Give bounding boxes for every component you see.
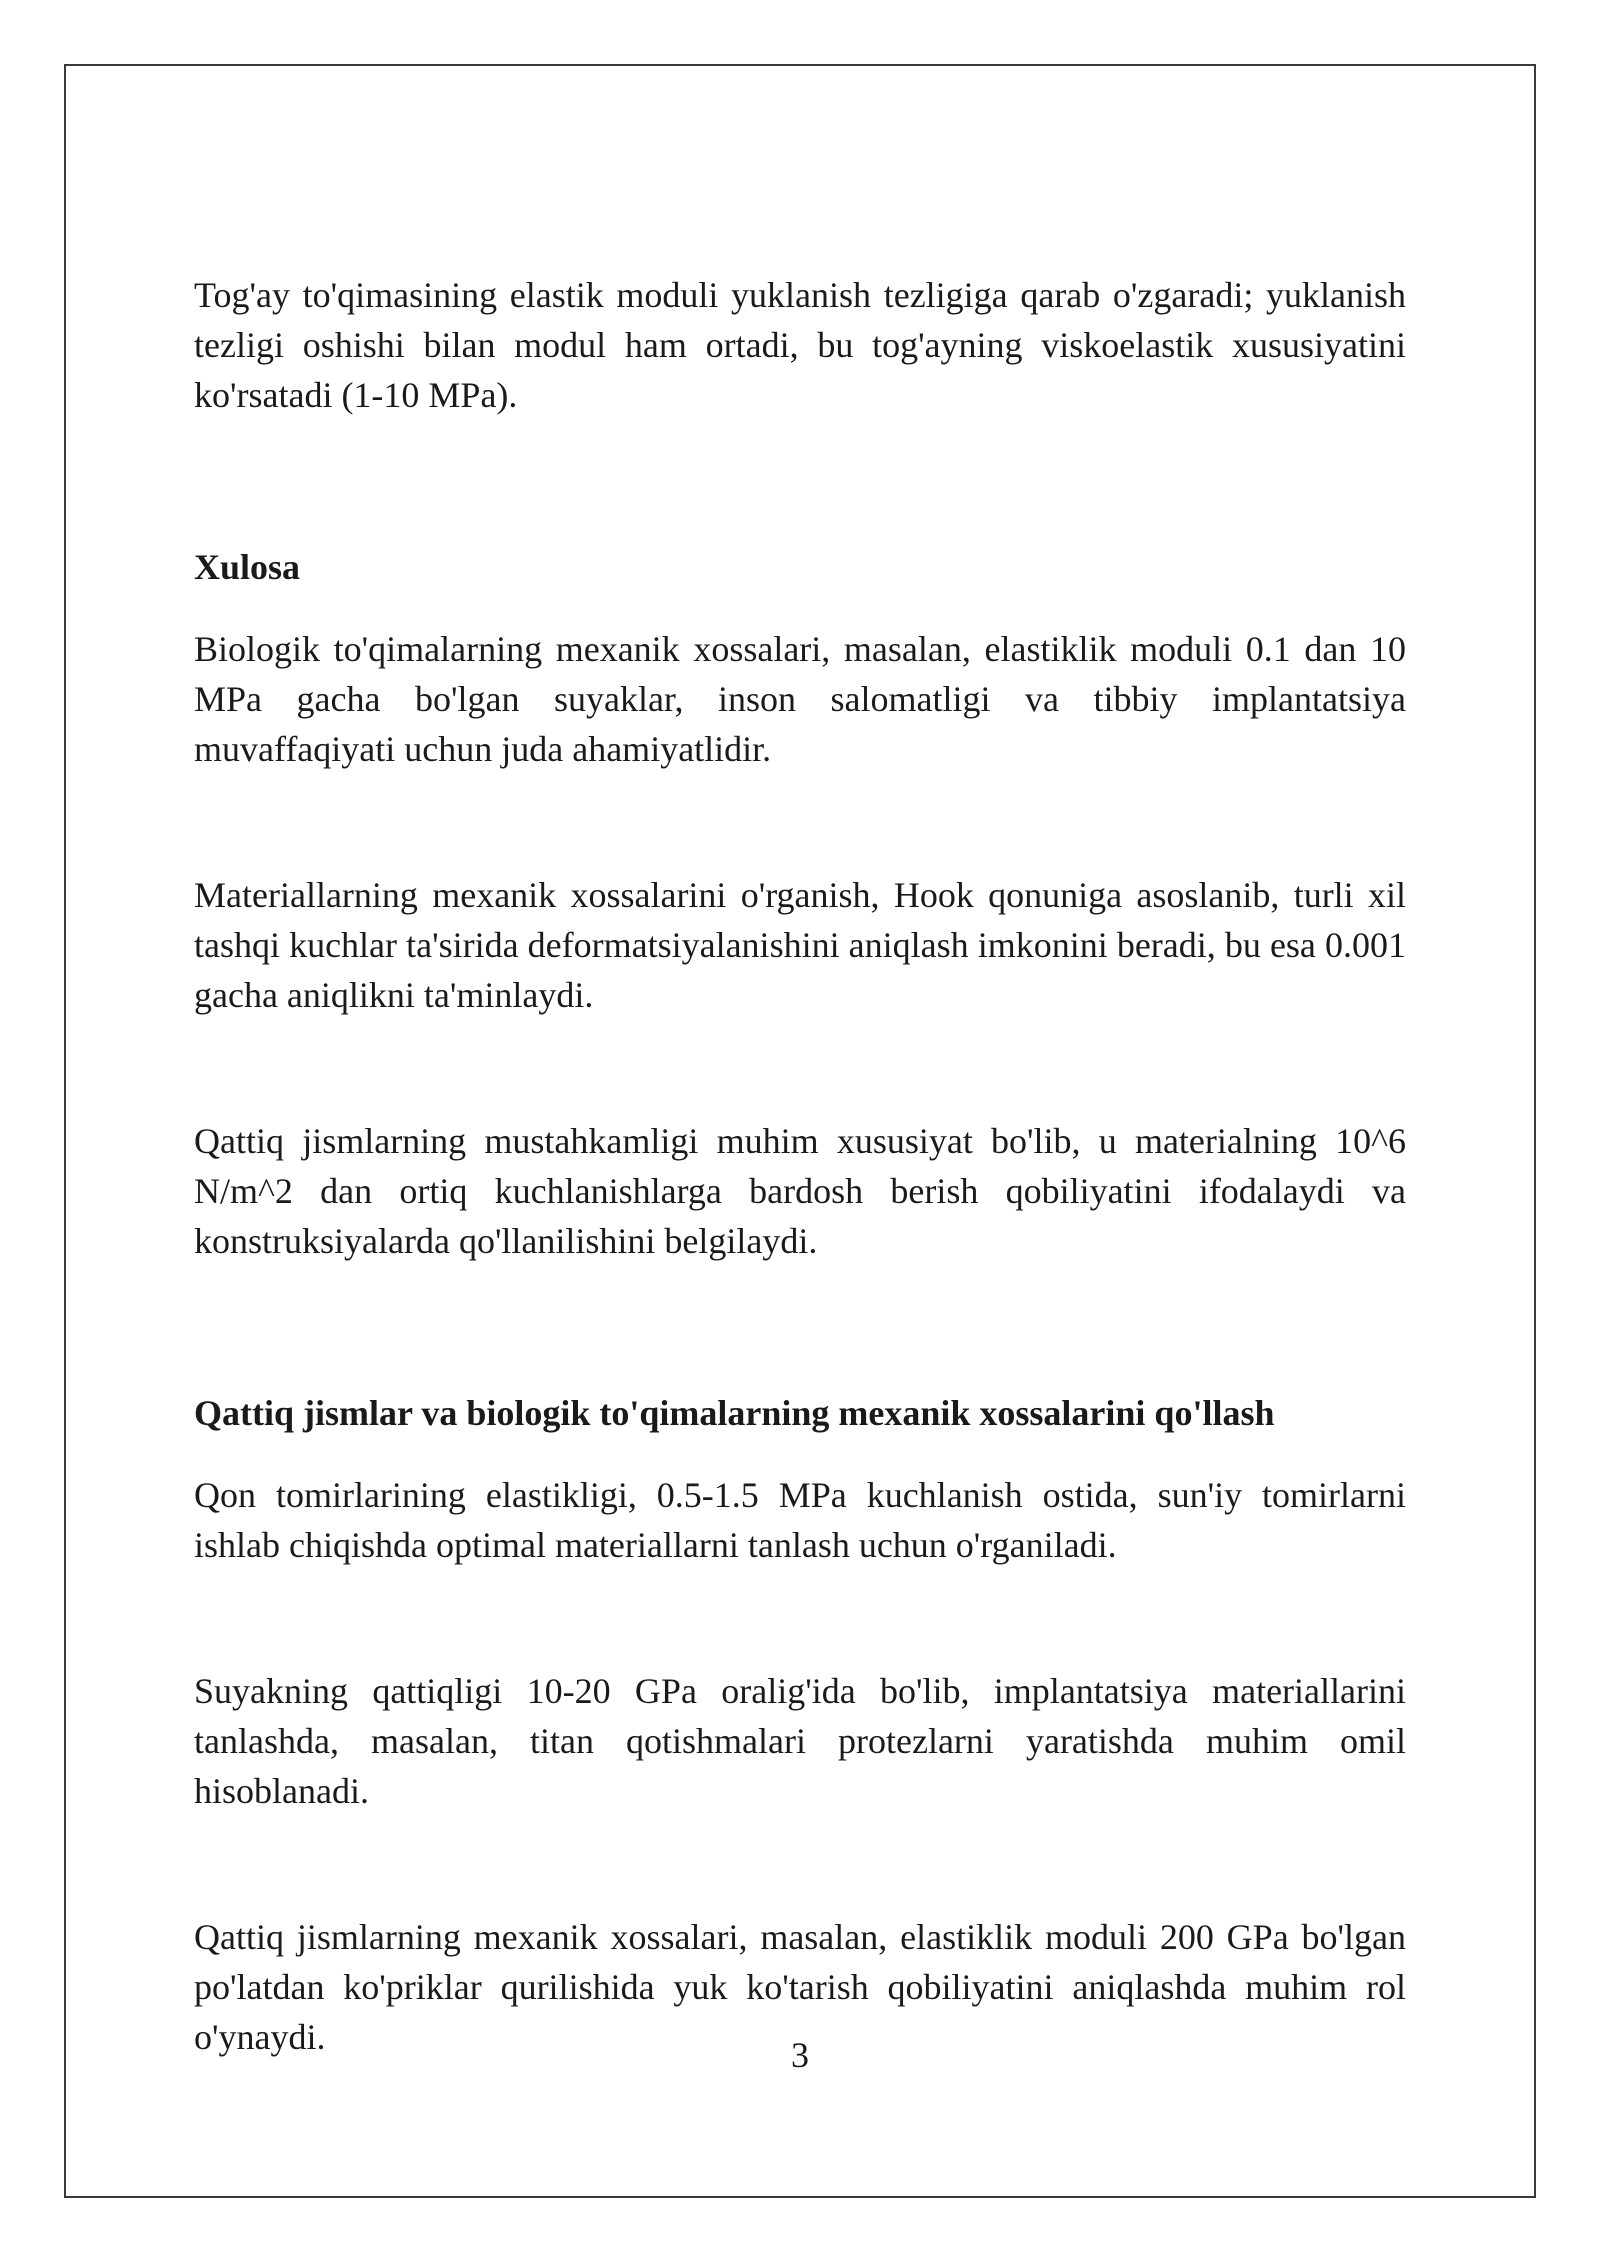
conclusion-paragraph: Qattiq jismlarning mustahkamligi muhim xususiyat bo'lib, u materialning 10^6 N/m^2 dan ortiq kuchlanishlarga bardosh berish qobiliyatini ifodalaydi va konstruksiyalarda qo'llanilishini belgilaydi.	[194, 1121, 1406, 1261]
conclusion-paragraph: Biologik to'qimalarning mexanik xossalari, masalan, elastiklik moduli 0.1 dan 10 MPa gacha bo'lgan suyaklar, inson salomatligi va tibbiy implantatsiya muvaffaqiyati uchun juda ahamiyatlidir.	[194, 629, 1406, 769]
application-paragraph: Qattiq jismlarning mexanik xossalari, masalan, elastiklik moduli 200 GPa bo'lgan po'latdan ko'priklar qurilishida yuk ko'tarish qobiliyatini aniqlashda muhim rol o'ynaydi.	[194, 1917, 1406, 2057]
application-paragraph: Suyakning qattiqligi 10-20 GPa oralig'ida bo'lib, implantatsiya materiallarini tanlashda, masalan, titan qotishmalari protezlarni yaratishda muhim omil hisoblanadi.	[194, 1671, 1406, 1811]
page-number: 3	[791, 2035, 809, 2075]
document-body	[194, 270, 1406, 2062]
intro-paragraph: Tog'ay to'qimasining elastik moduli yuklanish tezligiga qarab o'zgaradi; yuklanish tezligi oshishi bilan modul ham ortadi, bu tog'ayning viskoelastik xususiyatini ko'rsatadi (1-10 MPa).	[194, 275, 1406, 415]
section-heading-application: Qattiq jismlar va biologik to'qimalarning mexanik xossalarini qo'llash	[194, 1393, 1275, 1433]
conclusion-paragraph: Materiallarning mexanik xossalarini o'rganish, Hook qonuniga asoslanib, turli xil tashqi kuchlar ta'sirida deformatsiyalanishini aniqlash imkonini beradi, bu esa 0.001 gacha aniqlikni ta'minlaydi.	[194, 875, 1406, 1015]
application-paragraph: Qon tomirlarining elastikligi, 0.5-1.5 MPa kuchlanish ostida, sun'iy tomirlarni ishlab chiqishda optimal materiallarni tanlash uchun o'rganiladi.	[194, 1475, 1406, 1565]
section-heading-conclusion: Xulosa	[194, 547, 301, 587]
